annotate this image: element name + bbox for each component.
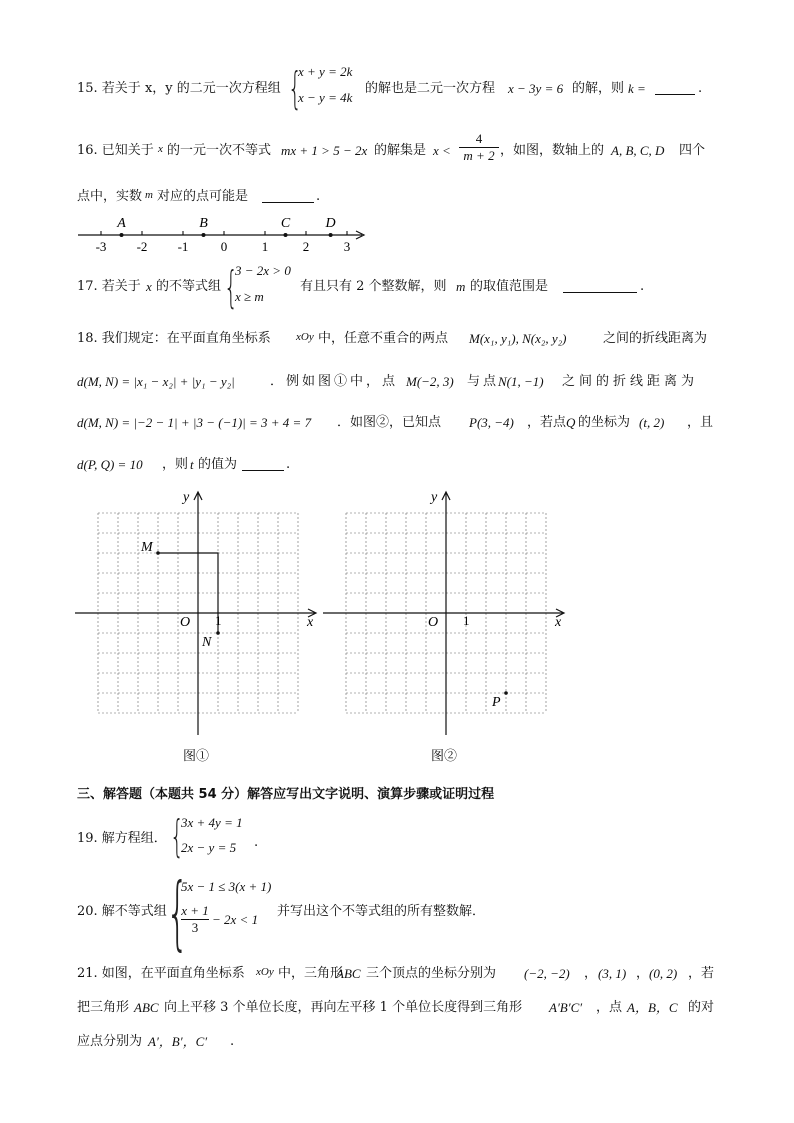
q16-frac-den: m + 2 (459, 147, 499, 164)
q18-line4-formula: d(P, Q) = 10 (77, 457, 143, 472)
q16-mid: 的一元一次不等式 (167, 143, 272, 158)
q16-frac-num: 4 (475, 131, 483, 146)
fig2-point-p (504, 691, 508, 695)
q20-prefix: 20. 解不等式组 (77, 904, 167, 919)
q21-v2: (3, 1) (598, 966, 627, 981)
q19-brace: { (170, 811, 184, 862)
q21-line1-b: 中，三角形 (278, 966, 344, 981)
number-line-point-label: C (280, 216, 291, 231)
q17-brace: { (224, 262, 238, 313)
fig1-n-label: N (202, 635, 212, 650)
q17-end: . (640, 279, 645, 294)
q16-end: . (316, 189, 321, 204)
q20-frac-num: x + 1 (181, 903, 209, 918)
q15-var-k: k = (628, 81, 646, 96)
q18-answer-blank[interactable] (242, 458, 284, 471)
fig1-x-label: x (307, 615, 314, 630)
q21-line2-a: 把三角形 (77, 1000, 130, 1015)
q16-var-x: x (158, 143, 163, 155)
q21-line3-a: 应点分别为 (77, 1034, 143, 1049)
q21-line1-a: 21. 如图，在平面直角坐标系 (77, 966, 245, 981)
q20-brace: { (166, 866, 189, 959)
q21-line1-c: 三个顶点的坐标分别为 (366, 966, 497, 981)
q16-ineq: mx + 1 > 5 − 2x (281, 143, 368, 158)
fig1-one-label: 1 (215, 613, 222, 628)
q16-x-lt: x < (433, 143, 451, 158)
q21-v3: (0, 2) (649, 966, 678, 981)
q15-prefix: 15. 若关于 x，y 的二元一次方程组 (77, 81, 281, 96)
q18-line1-a: 18. 我们规定：在平面直角坐标系 (77, 331, 271, 346)
q15-answer-blank[interactable] (655, 82, 695, 95)
fig1-origin-label: O (180, 615, 191, 630)
q18-end: . (286, 457, 291, 472)
number-line-tick-label: 3 (343, 239, 351, 254)
fig2-x-label: x (555, 615, 562, 630)
q16-answer-blank[interactable] (262, 190, 314, 203)
number-line-tick-label: -3 (95, 239, 107, 254)
q21-v1: (−2, −2) (524, 966, 570, 981)
q18-line2-m: M(−2, 3) (406, 374, 454, 389)
q18-line3-b: ．如图②，已知点 (337, 415, 442, 430)
q15-suffix-a: 的解也是二元一次方程 (365, 81, 496, 96)
q21-abc2: ABC (134, 1000, 159, 1015)
number-line-tick-label: -2 (136, 239, 148, 254)
q21-end: . (230, 1034, 235, 1049)
q16-var-m: m (145, 189, 153, 201)
q18-line4-b: ，则 (162, 457, 189, 472)
q16-prefix: 16. 已知关于 (77, 143, 154, 158)
q19-prefix: 19. 解方程组． (77, 831, 167, 846)
number-line-tick-label: 1 (261, 239, 269, 254)
q17-eq1: 3 − 2x > 0 (235, 263, 291, 278)
q17-answer-blank[interactable] (563, 280, 637, 293)
q15-eq1: x + y = 2k (298, 64, 353, 79)
q20-fraction (181, 903, 209, 936)
q15-eq2: x − y = 4k (298, 90, 353, 105)
q21-abc3: A′B′C′ (549, 1000, 583, 1015)
q18-line4-t: t (190, 457, 194, 472)
q21-line3-pts: A′，B′，C′ (148, 1034, 208, 1049)
q21-sep1: ， (584, 966, 598, 981)
number-line-point-label: D (325, 216, 336, 231)
q17-tail: 有且只有 2 个整数解，则 (300, 279, 447, 294)
number-line-tick-label: 0 (220, 239, 228, 254)
q18-line2-formula: d(M, N) = |x₁ − x₂| + |y₁ − y₂| (77, 374, 235, 389)
q16-number-line (70, 208, 370, 258)
q21-line2-b: 向上平移 3 个单位长度，再向左平移 1 个单位长度得到三角形 (164, 1000, 523, 1015)
q21-line2-c: ，点 (596, 1000, 623, 1015)
q21-xoy: xOy (256, 966, 274, 978)
q21-line1-d: ，若 (688, 966, 715, 981)
q17-eq2: x ≥ m (235, 289, 264, 304)
q16-line2-a: 点中，实数 (77, 189, 143, 204)
number-line-point-c (284, 233, 288, 237)
number-line-point-b (202, 233, 206, 237)
q18-line1-c: 之间的折线距离为 (603, 331, 708, 346)
q18-line1-b: 中，任意不重合的两点 (318, 331, 449, 346)
fig2-caption: 图② (431, 749, 458, 764)
fig2-y-label: y (431, 490, 438, 505)
q20-tail: 并写出这个不等式组的所有整数解． (277, 904, 486, 919)
q15-suffix-b: 的解，则 (572, 81, 625, 96)
q15-brace: { (288, 63, 302, 114)
q21-line2-d: 的对 (688, 1000, 715, 1015)
section-3-heading: 三、解答题（本题共 54 分）解答应写出文字说明、演算步骤或证明过程 (77, 787, 495, 802)
number-line-point-label: B (199, 216, 208, 231)
q16-line2-b: 对应的点可能是 (157, 189, 249, 204)
fig2-p-label: P (492, 695, 501, 710)
number-line-point-label: A (117, 216, 126, 231)
fig1-caption: 图① (183, 749, 210, 764)
q17-tail2: 的取值范围是 (470, 279, 549, 294)
q18-line4-c: 的值为 (198, 457, 238, 472)
q17-var-m: m (456, 279, 466, 294)
q16-fraction (459, 131, 499, 164)
q18-line2-n: N(1, −1) (498, 374, 544, 389)
q18-line3-t2: (t, 2) (639, 415, 665, 430)
q17-mid: 的不等式组 (156, 279, 222, 294)
q19-end: . (254, 835, 259, 850)
q16-tail: ，如图，数轴上的 (500, 143, 605, 158)
q21-abc: ABC (336, 966, 361, 981)
fig1-m-label: M (141, 540, 153, 555)
number-line-point-a (120, 233, 124, 237)
q18-figure-1 (70, 485, 325, 745)
q18-xoy: xOy (296, 331, 314, 343)
q21-sep2: ， (636, 966, 650, 981)
q18-line3-formula: d(M, N) = |−2 − 1| + |3 − (−1)| = 3 + 4 = 7 (77, 415, 312, 430)
q20-frac-den: 3 (181, 919, 209, 936)
q19-eq2: 2x − y = 5 (181, 840, 237, 855)
q15-eq3: x − 3y = 6 (508, 81, 564, 96)
q16-points-label: A, B, C, D (611, 143, 665, 158)
q18-line3-c: ，若点 (527, 415, 567, 430)
number-line-point-d (329, 233, 333, 237)
q18-line3-d: 的坐标为 (578, 415, 631, 430)
q20-eq1: 5x − 1 ≤ 3(x + 1) (181, 879, 272, 894)
fig1-point-m (156, 551, 160, 555)
q20-eq2-tail: − 2x < 1 (212, 912, 259, 927)
q18-line2-b: ．例如图①中，点 (270, 374, 399, 389)
number-line-tick-label: 2 (302, 239, 310, 254)
fig1-y-label: y (183, 490, 190, 505)
q17-var-x: x (146, 279, 152, 294)
fig2-origin-label: O (428, 615, 439, 630)
q18-line3-p: P(3, −4) (469, 415, 514, 430)
q18-line3-q: Q (566, 415, 576, 430)
q16-tail2: 四个 (679, 143, 706, 158)
q18-line3-e: ，且 (687, 415, 714, 430)
q16-mid2: 的解集是 (374, 143, 427, 158)
q21-line2-pts: A，B，C (627, 1000, 678, 1015)
fig2-one-label: 1 (463, 613, 470, 628)
q17-prefix: 17. 若关于 (77, 279, 141, 294)
q18-line1-pts: M(x₁, y₁), N(x₂, y₂) (469, 331, 567, 346)
q18-line2-d: 之间的折线距离为 (562, 374, 699, 389)
fig1-point-n (216, 631, 220, 635)
number-line-tick-label: -1 (177, 239, 189, 254)
q18-figure-2 (318, 485, 573, 745)
q18-line2-c: 与点 (467, 374, 500, 389)
q19-eq1: 3x + 4y = 1 (181, 815, 243, 830)
q15-end: . (698, 81, 703, 96)
